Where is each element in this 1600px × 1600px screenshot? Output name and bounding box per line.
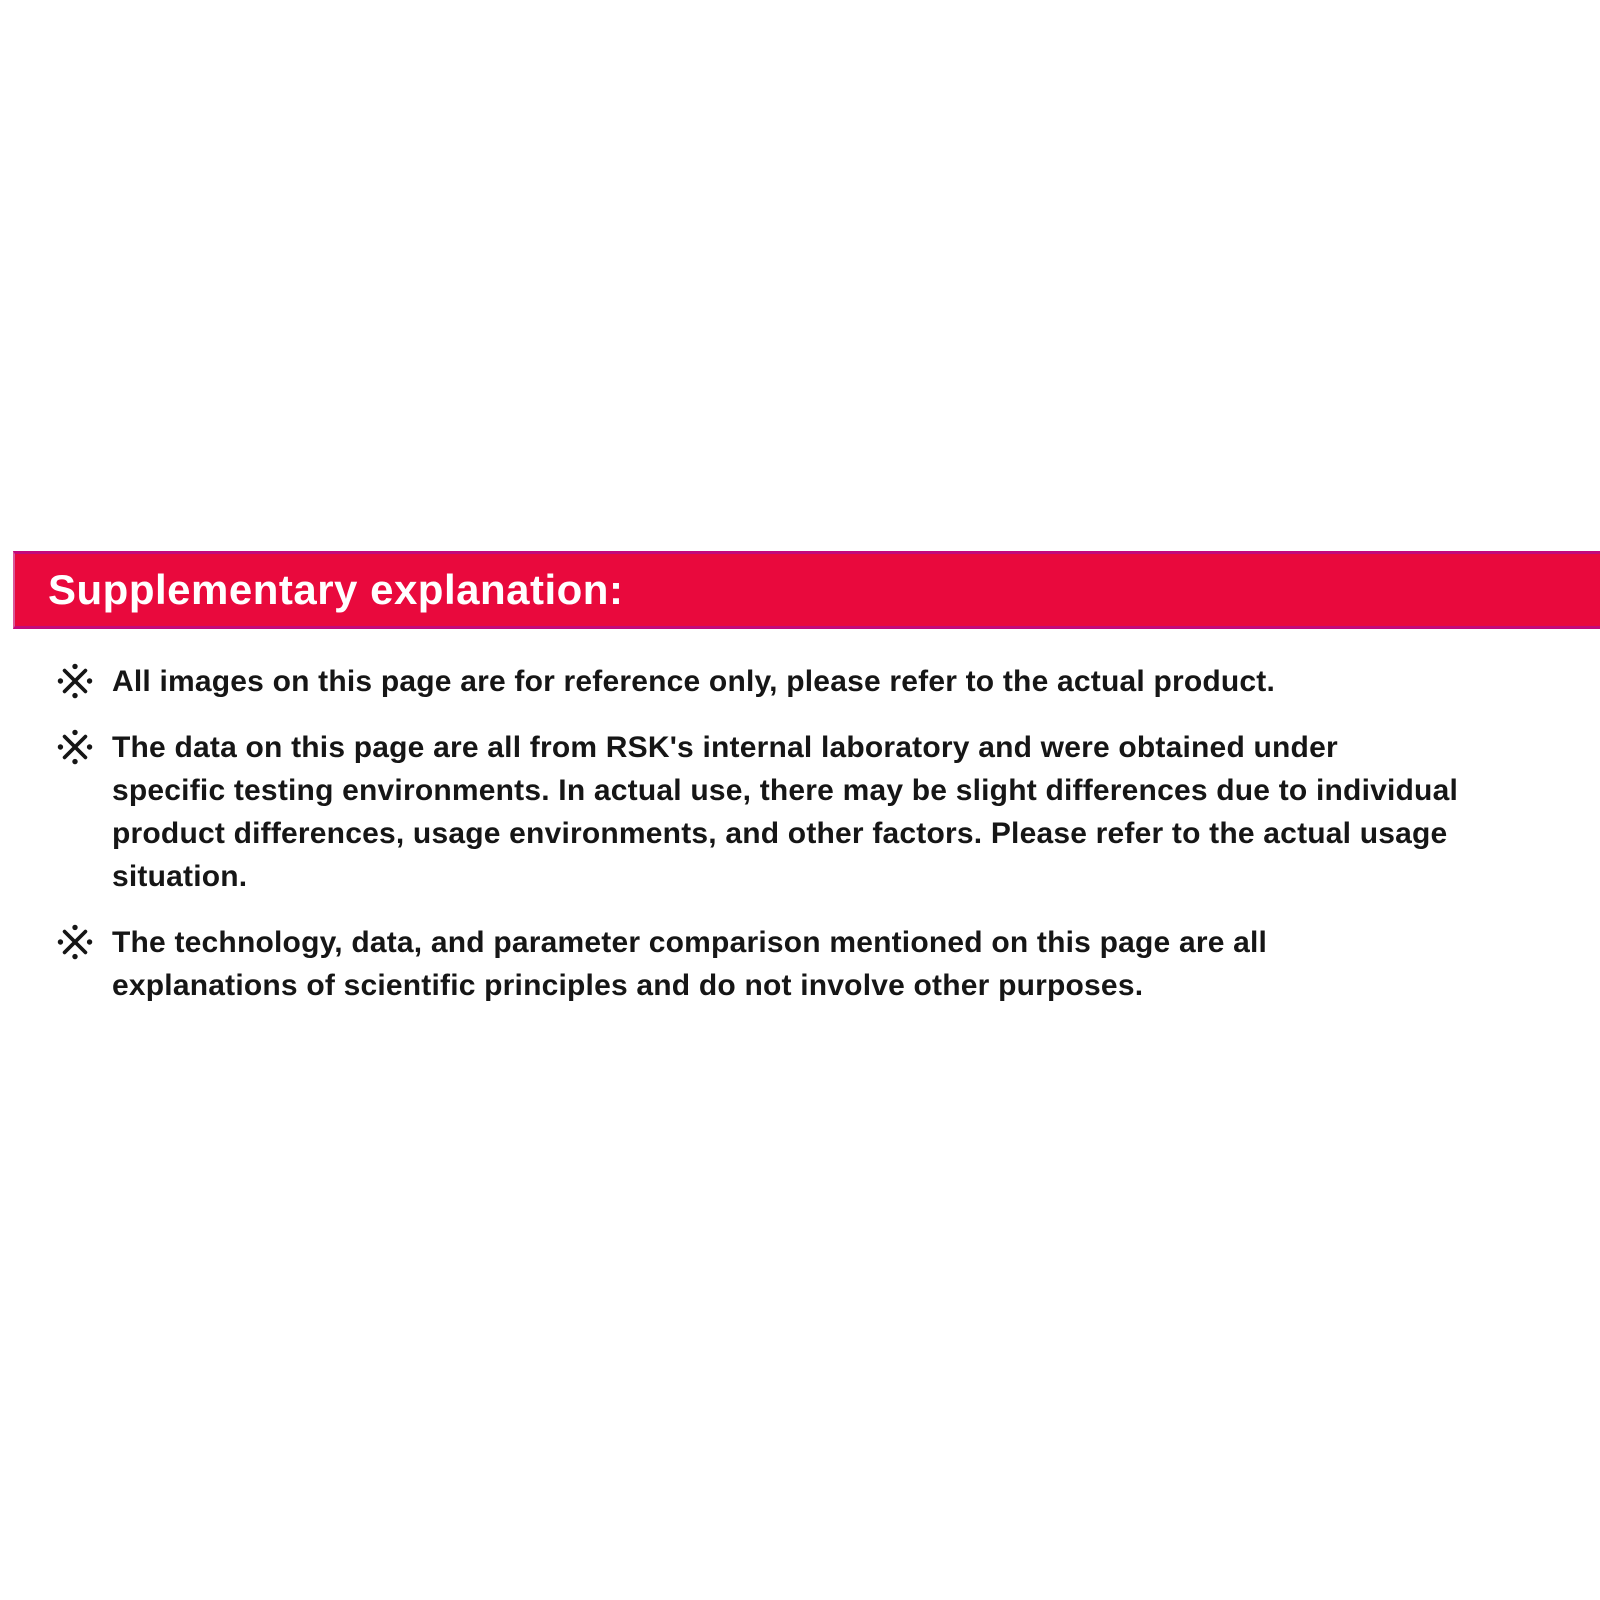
note-line: explanations of scientific principles and do not involve other purposes. bbox=[112, 969, 1144, 1002]
section-header-banner bbox=[13, 551, 1600, 629]
reference-mark-icon bbox=[56, 728, 96, 768]
note-line: product differences, usage environments, and other factors. Please refer to the actual usage bbox=[112, 817, 1448, 850]
note-line: All images on this page are for reference only, please refer to the actual product. bbox=[112, 665, 1276, 698]
note-line: The technology, data, and parameter comparison mentioned on this page are all bbox=[112, 926, 1268, 959]
note-item-images-disclaimer bbox=[56, 660, 1580, 703]
note-line: The data on this page are all from RSK's internal laboratory and were obtained under bbox=[112, 731, 1338, 764]
reference-mark-icon bbox=[56, 923, 96, 963]
note-item-technology-disclaimer bbox=[56, 921, 1580, 1007]
reference-mark-icon bbox=[56, 662, 96, 702]
notes-list bbox=[56, 660, 1580, 1030]
note-line: situation. bbox=[112, 860, 248, 893]
note-line: specific testing environments. In actual use, there may be slight differences due to individual bbox=[112, 774, 1458, 807]
note-item-data-disclaimer bbox=[56, 726, 1580, 898]
note-text bbox=[112, 921, 1267, 1007]
note-text bbox=[112, 726, 1458, 898]
note-text bbox=[112, 660, 1275, 703]
section-title: Supplementary explanation: bbox=[48, 566, 624, 613]
